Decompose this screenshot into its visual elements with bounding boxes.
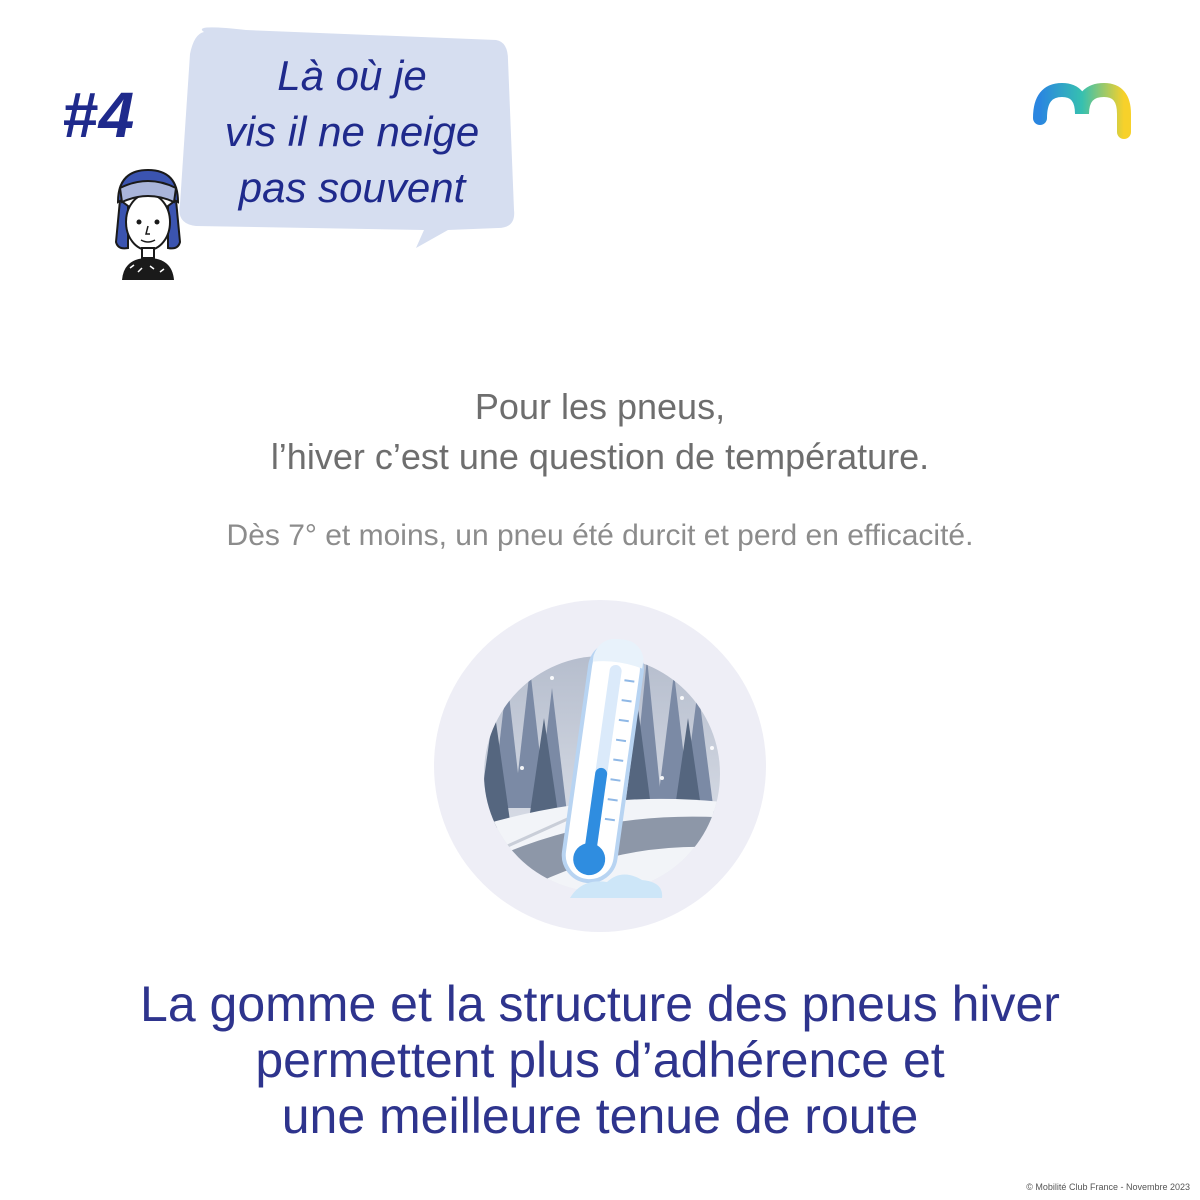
bubble-line: vis il ne neige bbox=[224, 108, 480, 155]
slide-number: #4 bbox=[62, 79, 136, 151]
intro-text bbox=[0, 382, 1200, 482]
intro-line: l’hiver c’est une question de température. bbox=[270, 436, 930, 477]
conclusion-line: La gomme et la structure des pneus hiver bbox=[140, 976, 1060, 1032]
bubble-text bbox=[192, 48, 512, 216]
character-winter-hat-icon bbox=[108, 160, 188, 282]
conclusion-line: une meilleure tenue de route bbox=[281, 1088, 919, 1144]
mobilite-club-logo bbox=[1032, 80, 1134, 140]
intro-line: Pour les pneus, bbox=[474, 386, 726, 427]
conclusion-text bbox=[0, 976, 1200, 1144]
thermometer-winter-road-illustration bbox=[432, 598, 768, 934]
subtext: Dès 7° et moins, un pneu été durcit et perd en efficacité. bbox=[226, 519, 974, 552]
bubble-line: pas souvent bbox=[238, 164, 466, 211]
conclusion-line: permettent plus d’adhérence et bbox=[255, 1032, 945, 1088]
bubble-line: Là où je bbox=[277, 52, 427, 99]
copyright-footer: © Mobilité Club France - Novembre 2023 bbox=[1026, 1182, 1190, 1192]
